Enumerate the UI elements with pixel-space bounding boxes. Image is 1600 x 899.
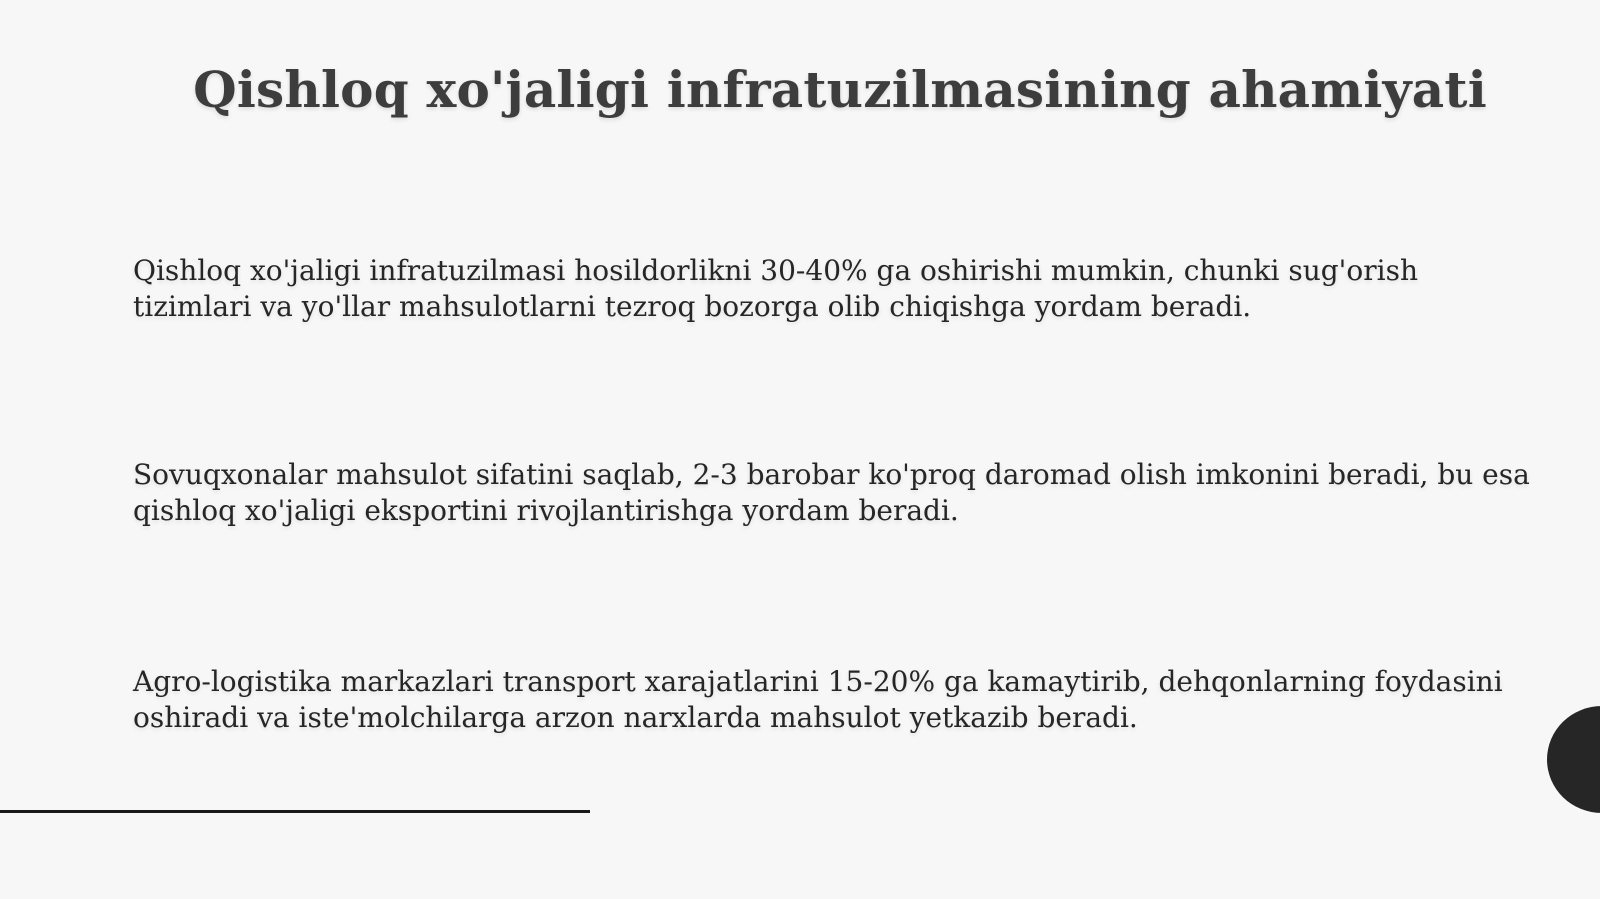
decorative-divider-line	[0, 810, 590, 813]
paragraph-cold-storage: Sovuqxonalar mahsulot sifatini saqlab, 2-3 barobar ko'proq daromad olish imkonini beradi, bu esa qishloq xo'jaligi eksportini rivojlantirishga yordam beradi.	[133, 458, 1530, 527]
paragraph-agro-logistics: Agro-logistika markazlari transport xarajatlarini 15-20% ga kamaytirib, dehqonlarning foydasini oshiradi va iste'molchilarga arzon narxlarda mahsulot yetkazib beradi.	[133, 665, 1503, 734]
paragraph-infrastructure-yield: Qishloq xo'jaligi infratuzilmasi hosildorlikni 30-40% ga oshirishi mumkin, chunki sug'orish tizimlari va yo'llar mahsulotlarni tezroq bozorga olib chiqishga yordam beradi.	[133, 254, 1418, 323]
decorative-half-circle	[1547, 706, 1600, 813]
slide-title: Qishloq xo'jaligi infratuzilmasining ahamiyati	[193, 60, 1487, 119]
